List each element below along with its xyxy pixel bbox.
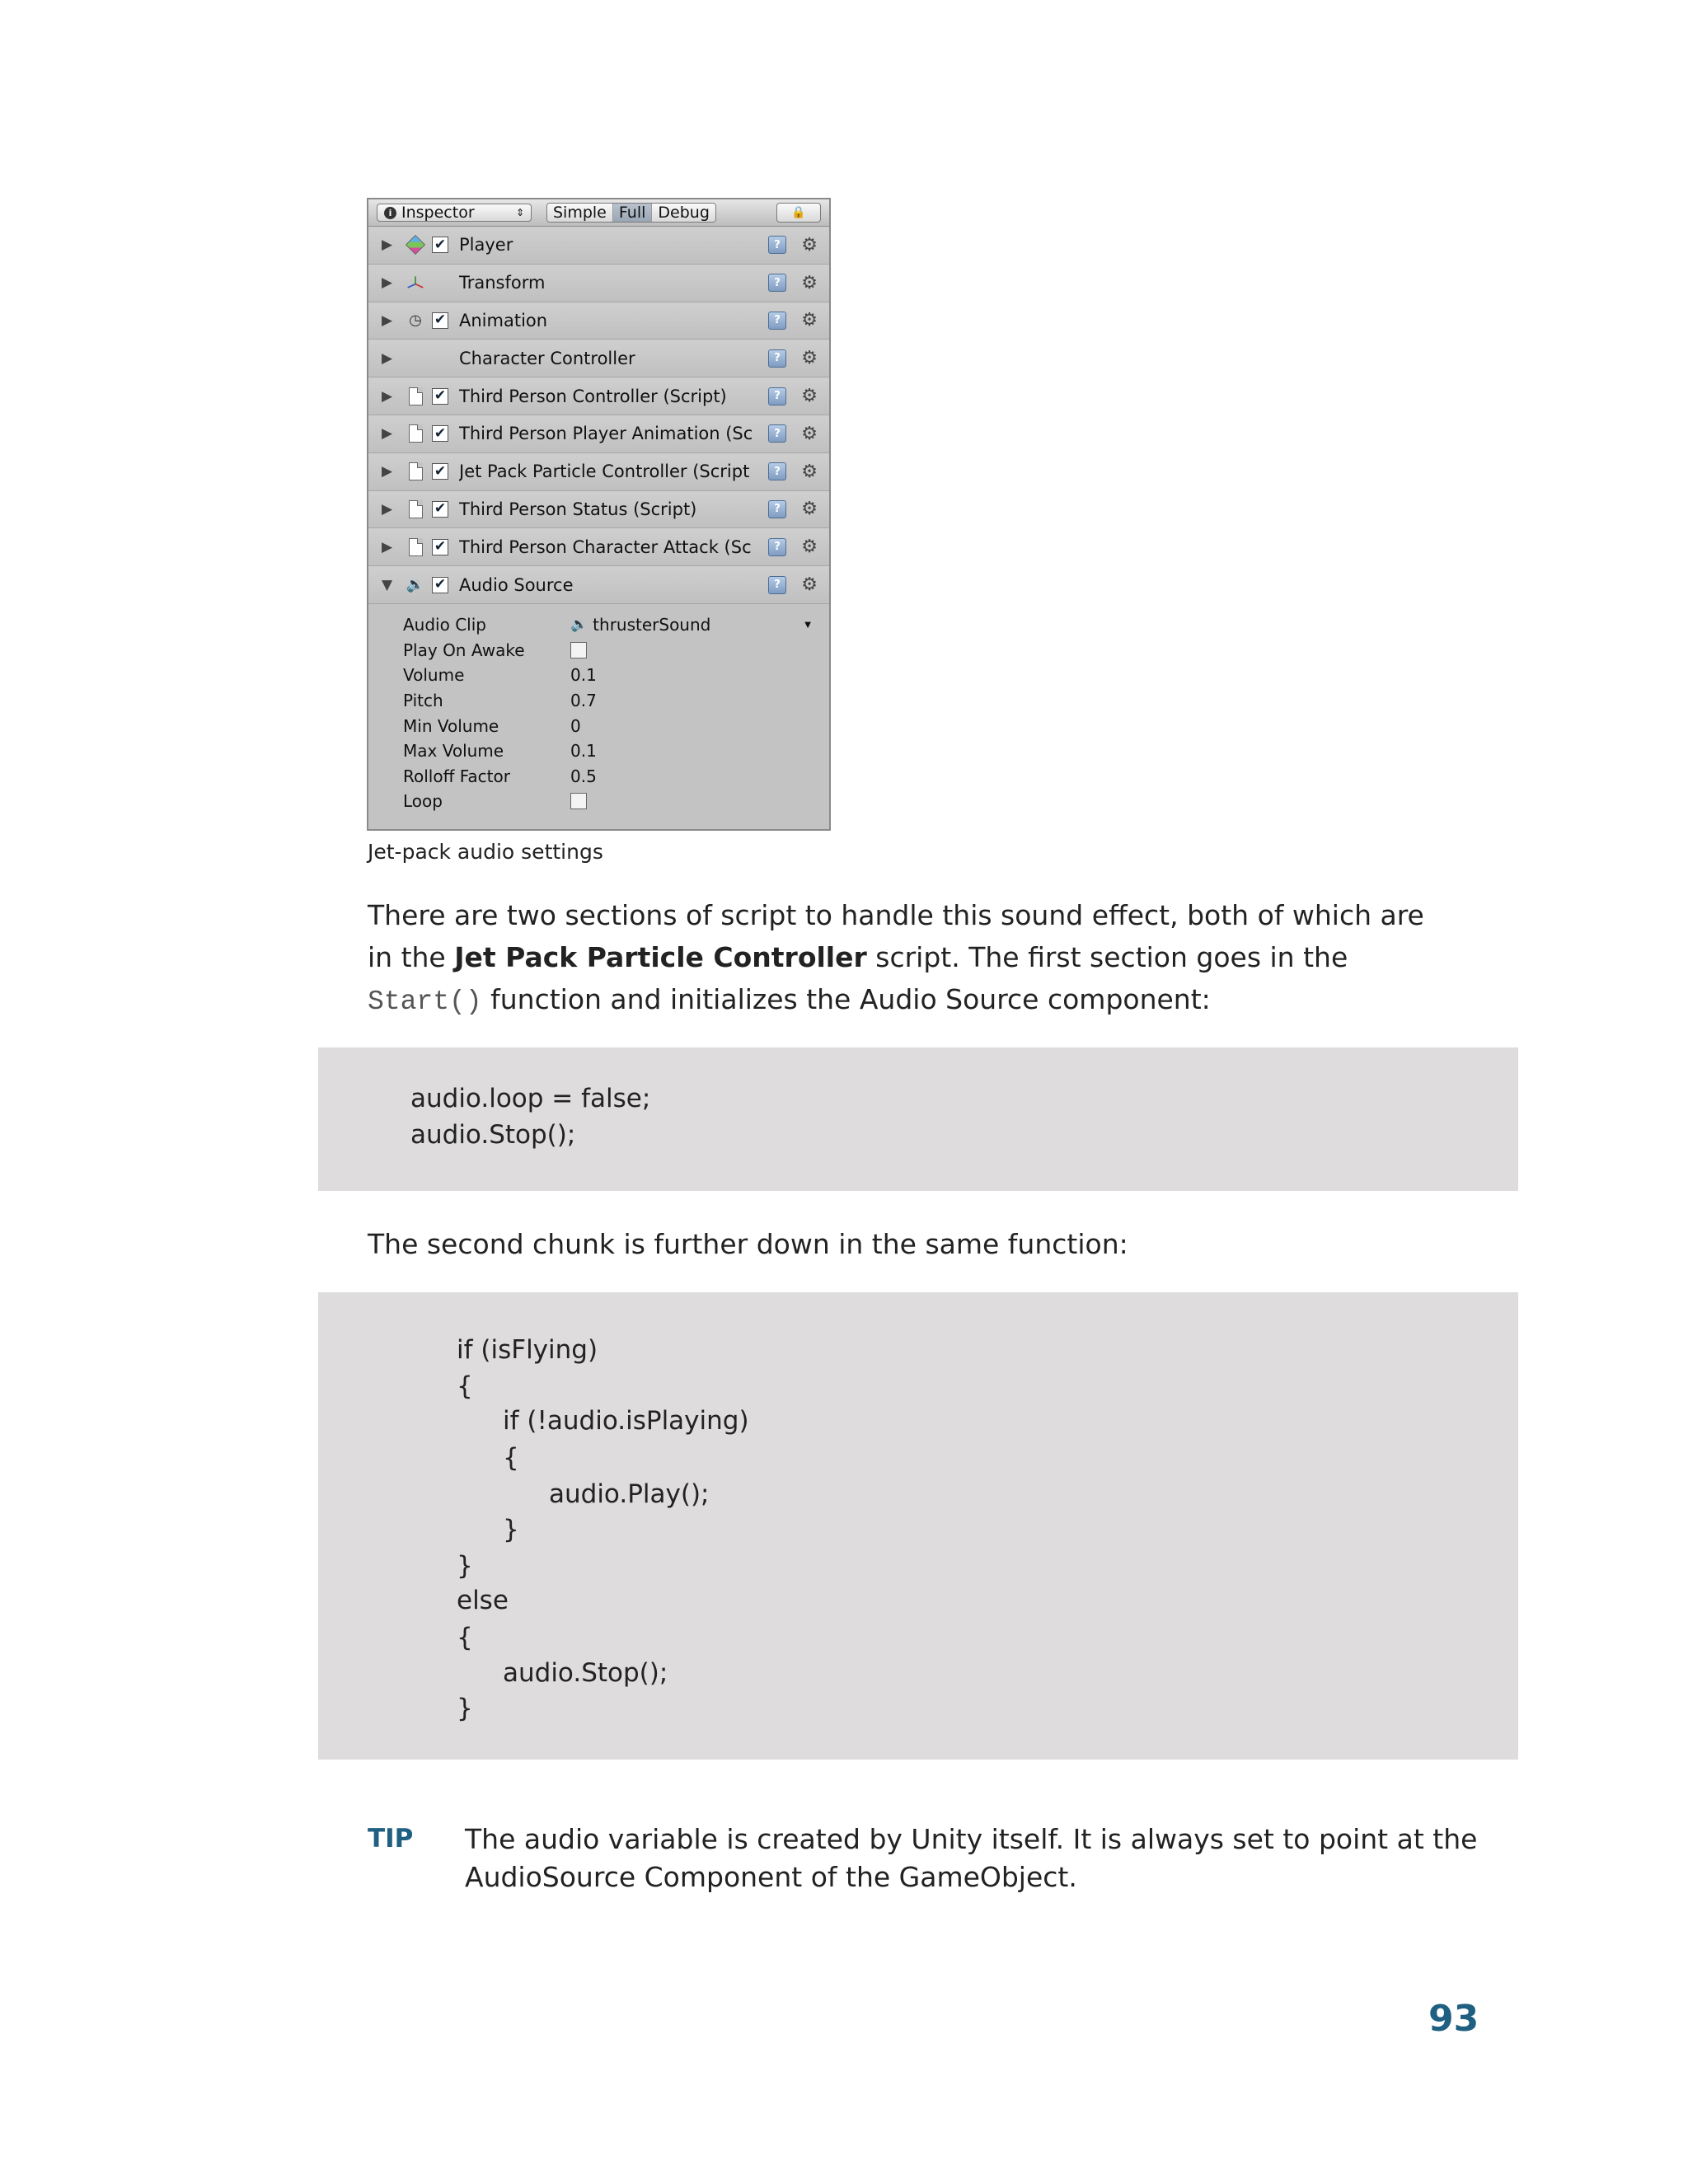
pitch-field[interactable]: 0.7 — [570, 691, 597, 711]
code-block-2 — [318, 1292, 1518, 1760]
code-line: { — [457, 1623, 473, 1652]
component-label: Third Person Status (Script) — [459, 499, 697, 519]
paragraph-1-text: There are two sections of script to handle this sound effect, both of which are in the — [368, 899, 1424, 973]
code-block-1 — [318, 1047, 1518, 1191]
info-icon: i — [384, 207, 396, 219]
enabled-checkbox[interactable]: ✔ — [432, 425, 448, 442]
speaker-icon: 🔉 — [570, 616, 588, 634]
help-icon[interactable]: ? — [768, 349, 786, 368]
volume-field[interactable]: 0.1 — [570, 665, 597, 686]
component-label: Third Person Player Animation (Sc — [459, 424, 753, 444]
min-volume-field[interactable]: 0 — [570, 715, 581, 736]
mode-debug[interactable]: Debug — [652, 204, 715, 222]
prop-play-on-awake — [368, 638, 829, 663]
figure-caption: Jet-pack audio settings — [368, 840, 603, 864]
code-line: else — [457, 1586, 509, 1615]
prop-label: Max Volume — [403, 741, 504, 762]
enabled-checkbox[interactable]: ✔ — [432, 237, 448, 253]
prop-label: Audio Clip — [403, 615, 486, 635]
component-label: Transform — [459, 273, 546, 293]
expand-triangle-icon[interactable]: ▶ — [382, 538, 393, 555]
paragraph-1-text: script. The first section goes in the — [866, 941, 1348, 973]
script-icon — [406, 537, 424, 557]
component-label: Audio Source — [459, 574, 574, 595]
help-icon[interactable]: ? — [768, 387, 786, 405]
gear-icon[interactable]: ⚙ — [801, 386, 818, 407]
help-icon[interactable]: ? — [768, 538, 786, 556]
prop-label: Volume — [403, 665, 465, 686]
expand-triangle-icon[interactable]: ▶ — [382, 463, 393, 480]
prop-loop — [368, 789, 829, 814]
max-volume-field[interactable]: 0.1 — [570, 741, 597, 762]
component-label: Third Person Controller (Script) — [459, 386, 727, 406]
expand-triangle-icon[interactable]: ▶ — [382, 500, 393, 518]
gear-icon[interactable]: ⚙ — [801, 537, 818, 558]
code-line: audio.Play(); — [549, 1479, 710, 1509]
paragraph-1 — [368, 894, 1456, 1023]
component-row-audio-source[interactable] — [368, 566, 829, 604]
component-label: Character Controller — [459, 348, 635, 368]
inspector-toolbar — [368, 199, 829, 227]
code-line: { — [503, 1443, 519, 1473]
component-row-third-person-status[interactable] — [368, 491, 829, 529]
gear-icon[interactable]: ⚙ — [801, 461, 818, 482]
rolloff-factor-field[interactable]: 0.5 — [570, 766, 597, 786]
component-row-player[interactable] — [368, 227, 829, 265]
component-row-character-controller[interactable] — [368, 340, 829, 377]
component-row-transform[interactable] — [368, 265, 829, 302]
code-line: } — [457, 1694, 473, 1723]
collapse-triangle-icon[interactable]: ▼ — [382, 576, 393, 593]
enabled-checkbox[interactable]: ✔ — [432, 463, 448, 480]
code-line: audio.Stop(); — [410, 1120, 576, 1150]
tip-text: The audio variable is created by Unity itself. It is always set to point at the AudioSource Component of the GameObject. — [465, 1823, 1478, 1893]
gear-icon[interactable]: ⚙ — [801, 310, 818, 331]
component-row-animation[interactable] — [368, 302, 829, 340]
clock-icon: ◷ — [409, 312, 422, 330]
mode-full[interactable]: Full — [613, 204, 653, 222]
inspector-selector[interactable] — [377, 204, 532, 222]
component-label: Animation — [459, 310, 548, 330]
lock-button[interactable] — [776, 203, 821, 223]
script-icon — [406, 462, 424, 481]
prop-label: Loop — [403, 791, 443, 812]
help-icon[interactable]: ? — [768, 500, 786, 518]
help-icon[interactable]: ? — [768, 312, 786, 330]
expand-triangle-icon[interactable]: ▶ — [382, 237, 393, 254]
play-on-awake-checkbox[interactable] — [570, 642, 587, 658]
gear-icon[interactable]: ⚙ — [801, 348, 818, 369]
code-line: { — [457, 1371, 473, 1401]
tip-label: TIP — [368, 1824, 414, 1854]
component-label: Third Person Character Attack (Sc — [459, 537, 752, 557]
audio-clip-field[interactable] — [570, 615, 829, 635]
enabled-checkbox[interactable]: ✔ — [432, 388, 448, 405]
audio-clip-value: thrusterSound — [593, 615, 711, 635]
inspector-mode-toggle — [546, 203, 716, 223]
component-row-third-person-character-attack[interactable] — [368, 528, 829, 566]
prop-volume — [368, 663, 829, 688]
gear-icon[interactable]: ⚙ — [801, 499, 818, 520]
expand-triangle-icon[interactable]: ▶ — [382, 387, 393, 405]
prop-label: Play On Awake — [403, 640, 525, 660]
expand-triangle-icon[interactable]: ▶ — [382, 274, 393, 292]
component-row-third-person-controller[interactable] — [368, 377, 829, 415]
dropdown-arrow-icon[interactable]: ▼ — [804, 620, 811, 630]
paragraph-1-text: function and initializes the Audio Source component: — [481, 983, 1211, 1015]
help-icon[interactable]: ? — [768, 424, 786, 443]
code-line: if (!audio.isPlaying) — [503, 1406, 749, 1436]
enabled-checkbox[interactable]: ✔ — [432, 312, 448, 329]
gear-icon[interactable]: ⚙ — [801, 234, 818, 255]
code-line: if (isFlying) — [457, 1335, 598, 1365]
script-icon — [406, 424, 424, 443]
gear-icon[interactable]: ⚙ — [801, 574, 818, 596]
loop-checkbox[interactable] — [570, 793, 587, 809]
paragraph-2: The second chunk is further down in the same function: — [368, 1228, 1128, 1260]
help-icon[interactable]: ? — [768, 274, 786, 292]
audio-source-properties — [368, 604, 829, 814]
enabled-checkbox[interactable]: ✔ — [432, 539, 448, 555]
prop-label: Rolloff Factor — [403, 766, 510, 786]
code-line: audio.Stop(); — [503, 1658, 668, 1688]
prop-max-volume — [368, 738, 829, 764]
component-row-third-person-player-animation[interactable] — [368, 415, 829, 453]
component-label: Player — [459, 235, 513, 255]
prop-rolloff-factor — [368, 764, 829, 790]
inspector-title: Inspector — [401, 204, 475, 222]
up-down-arrows-icon: ⇕ — [515, 207, 524, 218]
gameobject-cube-icon — [406, 235, 424, 255]
component-label: Jet Pack Particle Controller (Script — [459, 462, 750, 482]
prop-label: Pitch — [403, 691, 443, 711]
component-row-jet-pack-particle-controller[interactable] — [368, 453, 829, 491]
help-icon[interactable]: ? — [768, 462, 786, 480]
speaker-icon: 🔉 — [406, 576, 425, 594]
prop-label: Min Volume — [403, 715, 499, 736]
paragraph-1-bold: Jet Pack Particle Controller — [454, 941, 867, 973]
prop-audio-clip — [368, 612, 829, 638]
inline-code: Start() — [368, 987, 482, 1017]
transform-axes-icon — [406, 273, 424, 293]
help-icon[interactable]: ? — [768, 576, 786, 594]
mode-simple[interactable]: Simple — [547, 204, 613, 222]
gear-icon[interactable]: ⚙ — [801, 423, 818, 444]
page-number: 93 — [1428, 1998, 1479, 2040]
enabled-checkbox[interactable]: ✔ — [432, 577, 448, 593]
inspector-panel — [367, 198, 831, 831]
script-icon — [406, 387, 424, 406]
expand-triangle-icon[interactable]: ▶ — [382, 312, 393, 329]
help-icon[interactable]: ? — [768, 236, 786, 254]
code-line: } — [457, 1551, 473, 1581]
prop-min-volume — [368, 713, 829, 738]
lock-icon: 🔒 — [791, 206, 806, 219]
code-line: audio.loop = false; — [410, 1084, 651, 1113]
expand-triangle-icon[interactable]: ▶ — [382, 349, 393, 367]
gear-icon[interactable]: ⚙ — [801, 272, 818, 293]
script-icon — [406, 499, 424, 519]
code-line: } — [503, 1515, 519, 1544]
enabled-checkbox[interactable]: ✔ — [432, 501, 448, 518]
expand-triangle-icon[interactable]: ▶ — [382, 425, 393, 443]
prop-pitch — [368, 688, 829, 714]
